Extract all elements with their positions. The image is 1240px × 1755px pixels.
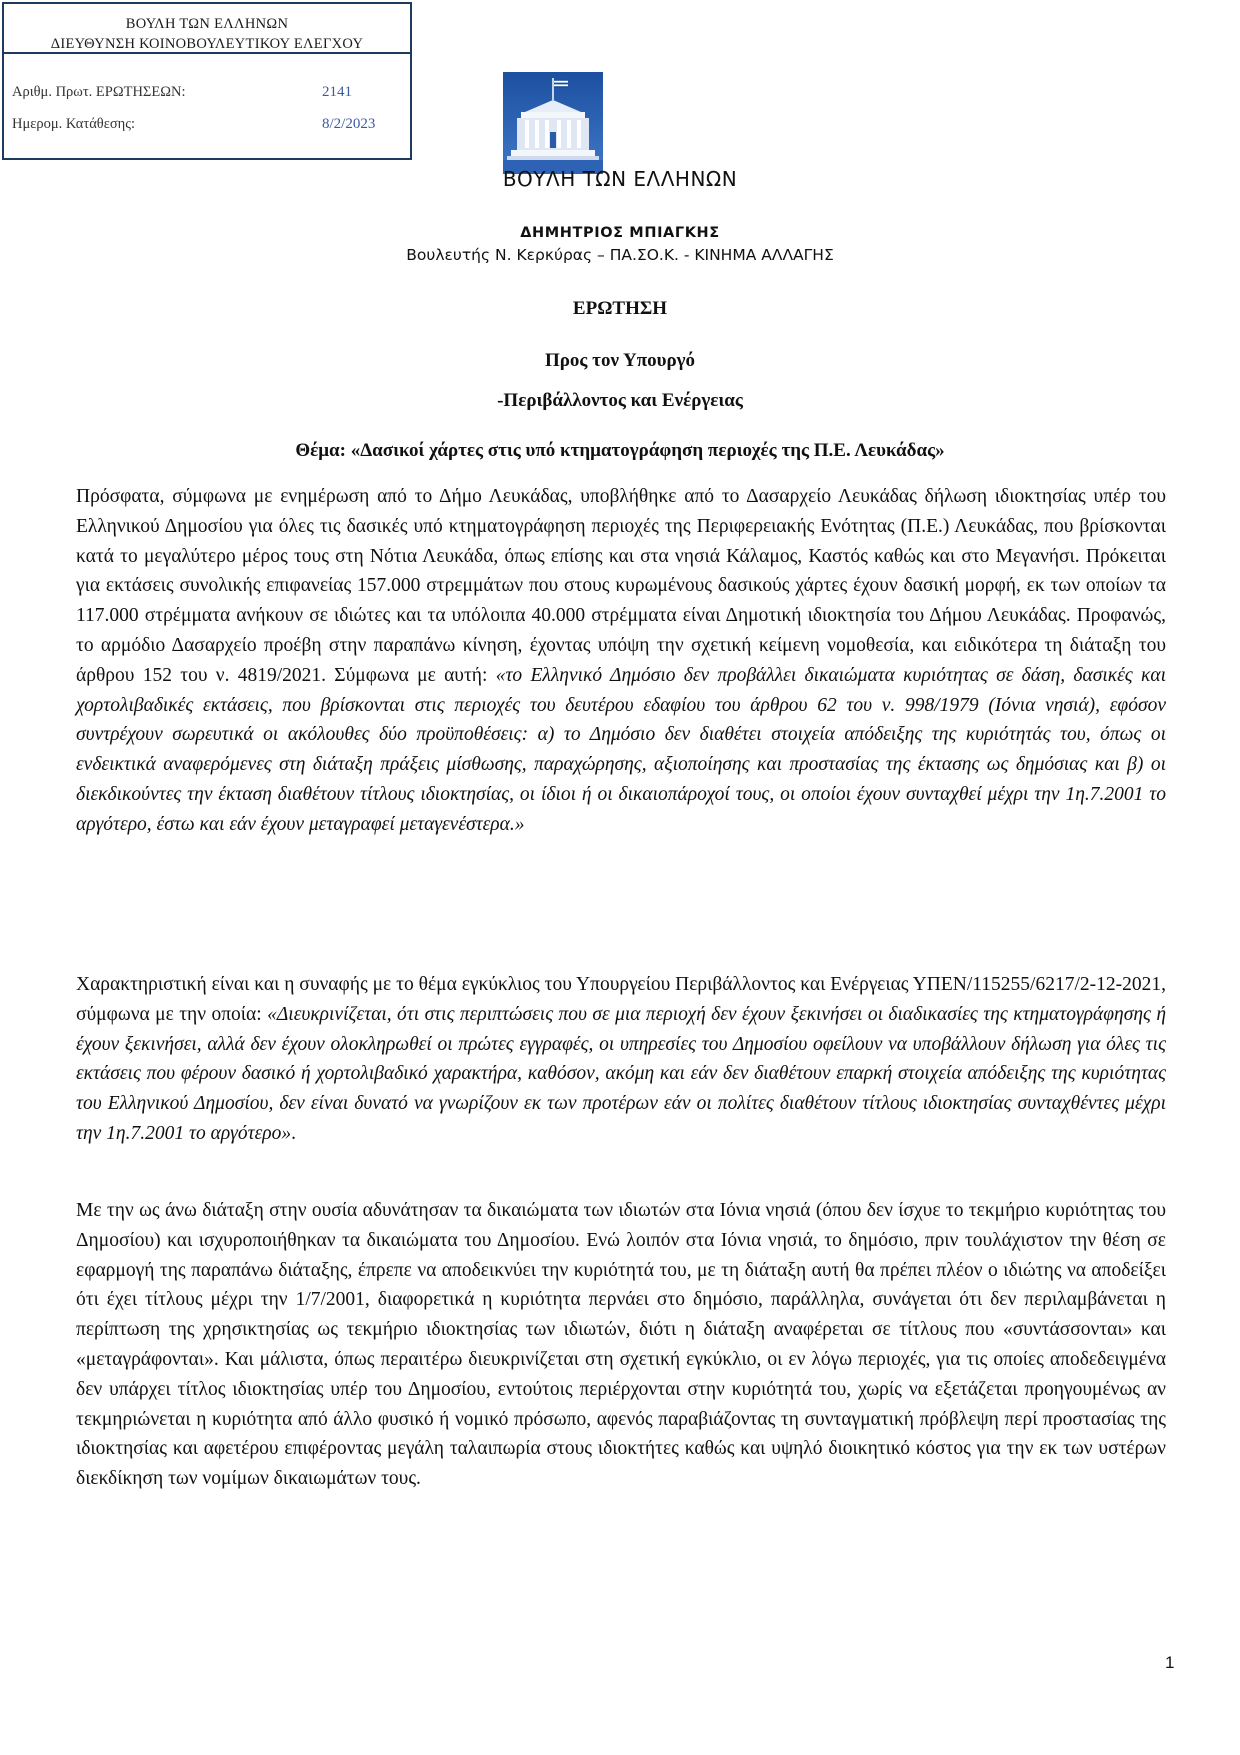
protocol-number: 2141 — [322, 84, 352, 100]
mp-name: ΔΗΜΗΤΡΙΟΣ ΜΠΙΑΓΚΗΣ — [520, 225, 720, 241]
mp-role: Βουλευτής Ν. Κερκύρας – ΠΑ.ΣΟ.Κ. - ΚΙΝΗΜΑ ΑΛΛΑΓΗΣ — [406, 246, 834, 264]
paragraph-2-tail: . — [291, 1122, 297, 1144]
parliament-name: ΒΟΥΛΗ ΤΩΝ ΕΛΛΗΝΩΝ — [502, 167, 738, 191]
stamp-header — [4, 4, 410, 54]
subject-line: Θέμα: «Δασικοί χάρτες στις υπό κτηματογράφηση περιοχές της Π.Ε. Λευκάδας» — [295, 440, 945, 461]
paragraph-2-text: Χαρακτηριστική είναι και η συναφής με το θέμα εγκύκλιος του Υπουργείου Περιβάλλοντος και Ενέργειας ΥΠΕΝ/115255/6217/2-12-2021, σύμφωνα με την οποία: — [76, 974, 1166, 1025]
protocol-label: Αριθμ. Πρωτ. ΕΡΩΤΗΣΕΩΝ: — [12, 84, 186, 100]
stamp-header-line1: ΒΟΥΛΗ ΤΩΝ ΕΛΛΗΝΩΝ — [125, 16, 289, 32]
document-title: ΕΡΩΤΗΣΗ — [572, 298, 668, 319]
addressee-line-1: Προς τον Υπουργό — [544, 350, 696, 371]
body-paragraph-1 — [76, 482, 1166, 840]
addressee-line-2: -Περιβάλλοντος και Ενέργειας — [497, 390, 743, 411]
body-paragraph-2 — [76, 970, 1166, 1149]
body-paragraph-3 — [76, 1196, 1166, 1494]
filing-date: 8/2/2023 — [322, 116, 376, 132]
stamp-header-line2: ΔΙΕΥΘΥΝΣΗ ΚΟΙΝΟΒΟΥΛΕΥΤΙΚΟΥ ΕΛΕΓΧΟΥ — [50, 36, 364, 52]
filing-stamp-box — [2, 2, 412, 160]
greek-parliament-building-icon — [503, 72, 603, 174]
page-number: 1 — [1165, 1653, 1175, 1672]
paragraph-1-text: Πρόσφατα, σύμφωνα με ενημέρωση από το Δήμο Λευκάδας, υποβλήθηκε από το Δασαρχείο Λευκάδας δήλωση ιδιοκτησίας υπέρ του Ελληνικού Δημοσίου για όλες τις δασικές υπό κτηματογράφηση περιοχές της Περιφερειακής Ενότητας (Π.Ε.) Λευκάδας, που βρίσκονται κατά το μεγαλύτερο μέρος τους στη Νότια Λευκάδα, όπως επίσης και στα νησιά Κάλαμος, Καστός καθώς και στο Μεγανήσι. Πρόκειται για εκτάσεις συνολικής επιφανείας 157.000 στρεμμάτων που στους κυρωμένους δασικούς χάρτες έχουν δασική μορφή, εκ των οποίων τα 117.000 στρέμματα ανήκουν σε ιδιώτες και τα υπόλοιπα 40.000 στρέμματα είναι Δημοτική ιδιοκτησία του Δήμου Λευκάδας. Προφανώς, το αρμόδιο Δασαρχείο προέβη στην παραπάνω κίνηση, έχοντας υπόψη την σχετική κείμενη νομοθεσία, και ειδικότερα τη διάταξη του άρθρου 152 του ν. 4819/2021. Σύμφωνα με αυτή: — [76, 486, 1166, 686]
paragraph-3-text: Με την ως άνω διάταξη στην ουσία αδυνάτησαν τα δικαιώματα των ιδιωτών στα Ιόνια νησιά (όπου δεν ίσχυε το τεκμήριο κυριότητας του Δημοσίου) και ισχυροποιήθηκαν τα δικαιώματα του Δημοσίου. Ενώ λοιπόν στα Ιόνια νησιά, το δημόσιο, πριν τουλάχιστον την θέση σε εφαρμογή της παραπάνω διάταξης, έπρεπε να αποδεικνύει την κυριότητά του, με τη διάταξη αυτή θα πρέπει πλέον ο ιδιώτης να αποδείξει ότι έχει τίτλους μέχρι την 1/7/2001, διαφορετικά η κυριότητα περνάει στο δημόσιο, παράλληλα, συνάγεται ότι δεν περιλαμβάνεται η περίπτωση της χρησικτησίας ως τεκμήριο ιδιοκτησίας των ιδιωτών, διότι η διάταξη αναφέρεται σε τίτλους που «συντάσσονται» και «μεταγράφονται». Και μάλιστα, όπως περαιτέρω διευκρινίζεται στη σχετική εγκύκλιο, οι εν λόγω περιοχές, για τις οποίες αποδεδειγμένα δεν υπάρχει τίτλος ιδιοκτησίας υπέρ του Δημοσίου, εντούτοις περιέρχονται στην κυριότητά του, χωρίς να εξετάζεται προηγουμένως αν τεκμηριώνεται η κυριότητα από άλλο φυσικό ή νομικό πρόσωπο, αφενός παραβιάζοντας τη συνταγματική πρόβλεψη περί προστασίας της ιδιοκτησίας και αφετέρου επιφέροντας μεγάλη ταλαιπωρία στους ιδιοκτήτες καθώς και υψηλό διοικητικό κόστος για την εκ των υστέρων διεκδίκηση των νομίμων δικαιωμάτων τους. — [76, 1200, 1166, 1490]
paragraph-1-quote: «το Ελληνικό Δημόσιο δεν προβάλλει δικαιώματα κυριότητας σε δάση, δασικές και χορτολιβαδικές εκτάσεις, που βρίσκονται στις περιοχές του δευτέρου εδαφίου του άρθρου 62 του ν. 998/1979 (Ιόνια νησιά), εφόσον συντρέχουν σωρευτικά οι ακόλουθες δύο προϋποθέσεις: α) το Δημόσιο δεν διαθέτει στοιχεία απόδειξης της κυριότητάς του, όπως οι ενδεικτικά αναφερόμενες στη διάταξη πράξεις μίσθωσης, παραχώρησης, αξιοποίησης και προστασίας της έκτασης ως δημόσιας και β) οι διεκδικούντες την έκταση διαθέτουν τίτλους ιδιοκτησίας, οι ίδιοι ή οι δικαιοπάροχοί τους, οι οποίοι έχουν συνταχθεί μέχρι την 1η.7.2001 το αργότερο, έστω και εάν έχουν μεταγραφεί μεταγενέστερα.» — [76, 664, 1166, 835]
paragraph-2-quote: «Διευκρινίζεται, ότι στις περιπτώσεις που σε μια περιοχή δεν έχουν ξεκινήσει οι διαδικασίες της κτηματογράφησης ή έχουν ξεκινήσει, αλλά δεν έχουν ολοκληρωθεί οι πρώτες εγγραφές, οι υπηρεσίες του Δημοσίου οφείλουν να υποβάλλουν δήλωση για όλες τις εκτάσεις που φέρουν δασικό ή χορτολιβαδικό χαρακτήρα, καθόσον, ακόμη και εάν δεν διαθέτουν επαρκή στοιχεία απόδειξης της κυριότητας του Ελληνικού Δημοσίου, δεν είναι δυνατό να γνωρίζουν εκ των προτέρων εάν οι πολίτες διαθέτουν τίτλους ιδιοκτησίας συνταχθέντες μέχρι την 1η.7.2001 το αργότερο» — [76, 1003, 1166, 1144]
filing-date-label: Ημερομ. Κατάθεσης: — [12, 116, 136, 132]
